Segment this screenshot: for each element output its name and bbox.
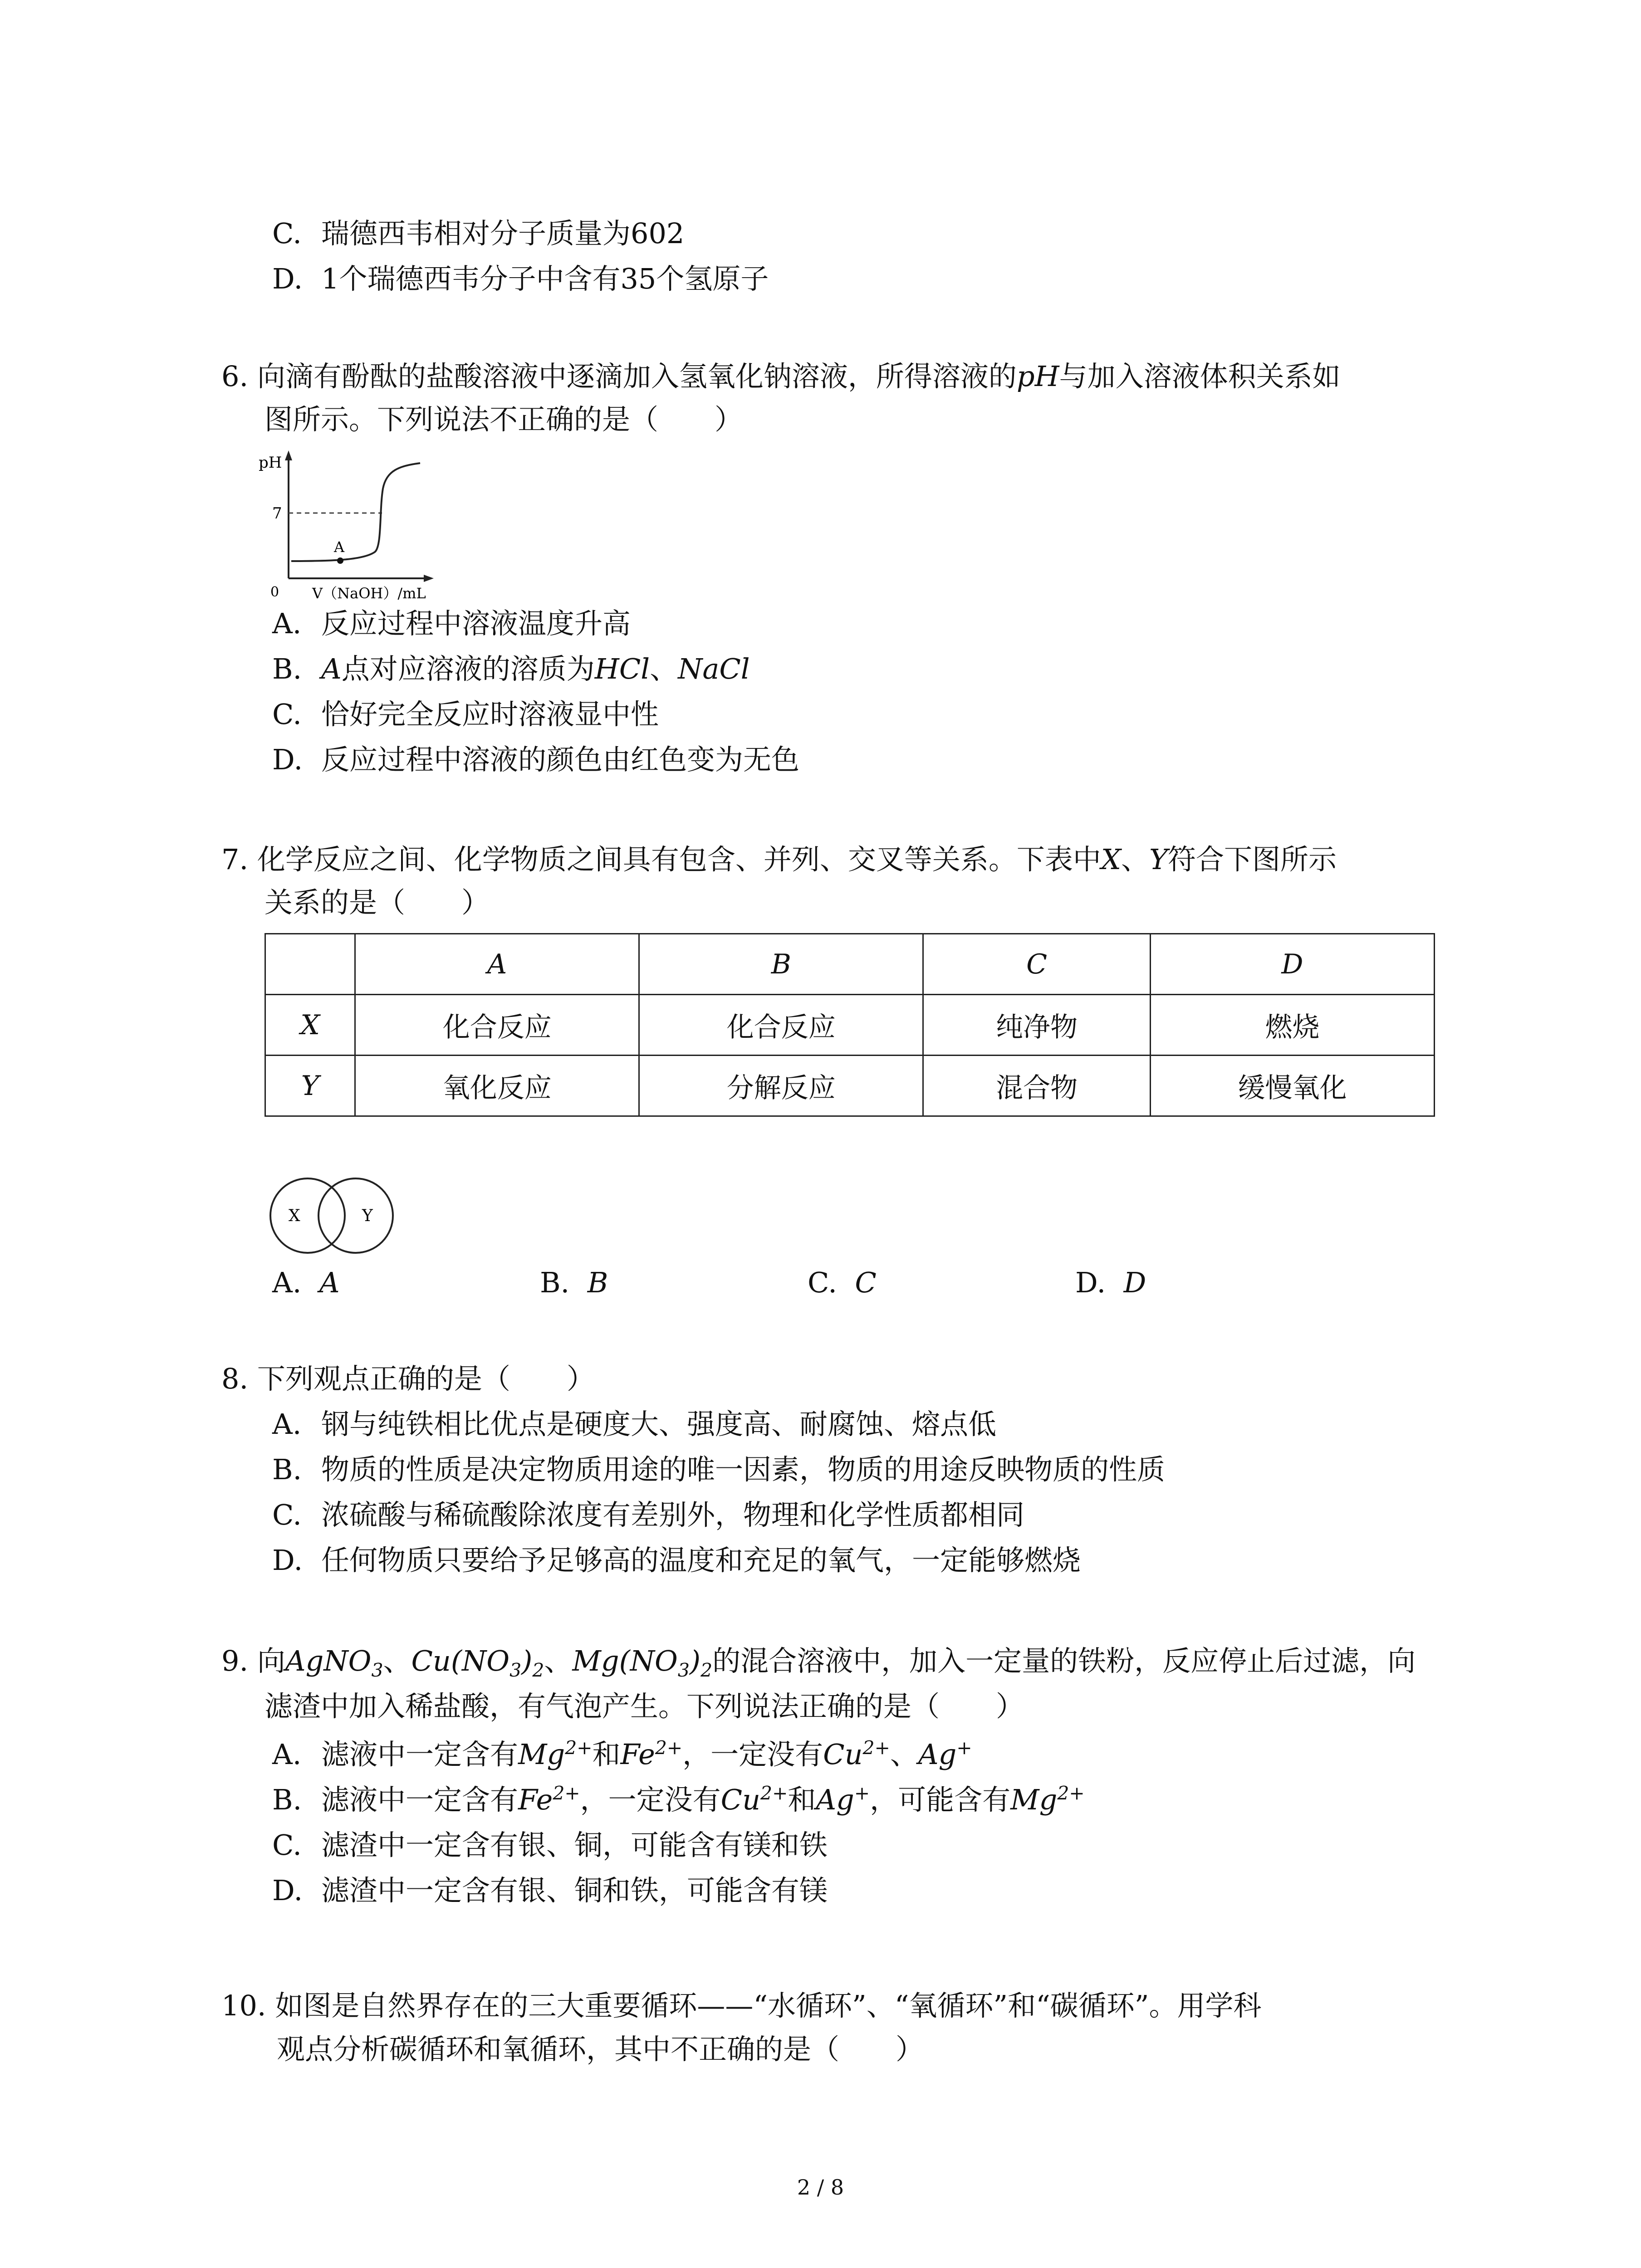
q8-option-d [272, 1542, 1081, 1579]
q8-option-a [272, 1406, 996, 1442]
q6-option-b [272, 651, 750, 687]
option-text: 滤渣中一定含有银、铜，可能含有镁和铁 [321, 1828, 828, 1862]
table-header-cell: B [639, 934, 923, 995]
option-label: C. [272, 1498, 302, 1531]
table-cell: 纯净物 [923, 995, 1151, 1056]
q10-stem-line1 [221, 1988, 1262, 2024]
option-text: 1个瑞德西韦分子中含有35个氢原子 [321, 262, 769, 295]
ion-fe2plus: $Fe^{2+}$ [620, 1737, 683, 1771]
q5-option-c [272, 215, 684, 252]
q7-relation-table [265, 933, 1435, 1117]
q7-choice-d [1075, 1265, 1146, 1301]
table-header-cell: D [1150, 934, 1434, 995]
q8-stem [221, 1361, 595, 1397]
option-text: ，一定没有 [580, 1783, 721, 1816]
table-cell: 分解反应 [639, 1056, 923, 1116]
option-text: 滤液中一定含有 [321, 1738, 519, 1771]
option-label: B. [272, 1783, 302, 1816]
ph-symbol: pH [1016, 360, 1059, 393]
ion-agplus: Ag+ [816, 1782, 870, 1816]
q10-stem-line2: 观点分析碳循环和氧循环，其中不正确的是（ ） [277, 2033, 924, 2066]
table-header-row [265, 934, 1435, 995]
option-label: A. [272, 1408, 302, 1441]
row-label: Y [265, 1056, 355, 1116]
titration-curve [291, 463, 420, 561]
option-label: C. [272, 217, 302, 250]
row-label: X [265, 995, 355, 1056]
choice-value: D [1123, 1266, 1146, 1299]
option-label: D. [272, 262, 303, 295]
origin-label: 0 [270, 584, 279, 600]
ph-titration-graph [254, 447, 440, 601]
option-text: ，一定没有 [682, 1738, 823, 1771]
choice-label: C. [808, 1266, 837, 1299]
question-number: 8. [221, 1362, 249, 1395]
table-cell: 化合反应 [639, 995, 923, 1056]
stem-text: 化学反应之间、化学物质之间具有包含、并列、交叉等关系。下表中 [257, 843, 1101, 876]
choice-label: D. [1075, 1266, 1106, 1299]
option-label: A. [272, 1738, 302, 1771]
option-text: 和 [592, 1738, 621, 1771]
y-tick-label: 7 [272, 504, 282, 523]
venn-circle-x [270, 1178, 345, 1253]
separator: 、 [650, 652, 678, 685]
q9-option-b [272, 1782, 1085, 1818]
stem-text: 下列观点正确的是（ ） [257, 1362, 595, 1395]
option-label: C. [272, 698, 302, 731]
question-number: 7. [221, 843, 249, 876]
ion-mg2plus: $Mg^{2+}$ [518, 1737, 593, 1771]
question-number: 10. [221, 1989, 266, 2022]
table-cell: 混合物 [923, 1056, 1151, 1116]
q5-option-d [272, 261, 769, 297]
formula-nacl: NaCl [678, 652, 750, 685]
table-header-cell: C [923, 934, 1151, 995]
option-text: 和 [788, 1783, 816, 1816]
q7-choice-b [540, 1265, 608, 1301]
question-number: 9. [221, 1644, 249, 1677]
formula-mgno32: $Mg(NO_3)_2$ [572, 1644, 713, 1681]
q6-stem-line1 [221, 358, 1341, 395]
formula-agno3: AgNO$_3$ [285, 1644, 383, 1681]
q8-option-c [272, 1497, 1024, 1533]
option-label: A. [272, 607, 302, 640]
formula-cuno32: $Cu(NO_3)_2$ [411, 1644, 544, 1681]
symbol-y: Y [1149, 843, 1168, 876]
option-label: D. [272, 743, 303, 776]
stem-text: 向 [257, 1644, 285, 1677]
table-cell: 化合反应 [355, 995, 639, 1056]
choice-value: B [587, 1266, 608, 1299]
option-text: 浓硫酸与稀硫酸除浓度有差别外，物理和化学性质都相同 [321, 1498, 1025, 1531]
option-text: 瑞德西韦相对分子质量为602 [321, 217, 685, 250]
q9-option-d [272, 1872, 828, 1909]
point-a-label: A [334, 538, 345, 556]
option-text: 任何物质只要给予足够高的温度和充足的氧气，一定能够燃烧 [321, 1544, 1081, 1577]
option-text: 反应过程中溶液温度升高 [321, 607, 631, 640]
x-axis-label: V（NaOH）/mL [312, 585, 426, 601]
q9-stem-line1: 9. 向AgNO$_3$、$Cu(NO_3)_2$、$Mg(NO_3)_2$的混合溶液中，加入一定量的铁粉，反应停止后过滤，向 [221, 1644, 1416, 1681]
option-label: D. [272, 1544, 303, 1577]
option-text: ，可能含有 [870, 1783, 1011, 1816]
q9-stem-line2: 滤渣中加入稀盐酸，有气泡产生。下列说法正确的是（ ） [265, 1690, 1024, 1723]
q6-stem-line2: 图所示。下列说法不正确的是（ ） [265, 403, 743, 436]
choice-value: A [319, 1266, 340, 1299]
y-axis-arrow [285, 450, 292, 460]
option-text: 反应过程中溶液的颜色由红色变为无色 [321, 743, 800, 776]
ion-cu2plus: $Cu^{2+}$ [720, 1782, 788, 1816]
separator: 、 [1121, 843, 1150, 876]
option-label: B. [272, 652, 302, 685]
q7-stem-line2: 关系的是（ ） [265, 886, 490, 919]
formula-hcl: HCl [594, 652, 650, 685]
ion-agplus: Ag+ [918, 1737, 972, 1771]
choice-value: C [855, 1266, 877, 1299]
stem-text: 的混合溶液中，加入一定量的铁粉，反应停止后过滤，向 [712, 1644, 1416, 1677]
point-symbol: A [321, 652, 342, 685]
option-label: D. [272, 1874, 303, 1907]
page-number: 2 / 8 [797, 2175, 844, 2200]
q7-stem-line1 [221, 841, 1337, 878]
q9-option-c [272, 1827, 828, 1863]
table-cell: 氧化反应 [355, 1056, 639, 1116]
y-axis-label: pH [259, 454, 282, 472]
q7-choice-c [808, 1265, 877, 1301]
choice-label: A. [272, 1266, 302, 1299]
ion-mg2plus: $Mg^{2+}$ [1010, 1782, 1085, 1816]
table-header-cell: A [355, 934, 639, 995]
q9-option-a [272, 1736, 972, 1773]
option-text: 滤液中一定含有 [321, 1783, 519, 1816]
q6-option-c [272, 696, 659, 733]
option-label: B. [272, 1453, 302, 1486]
stem-text: 符合下图所示 [1167, 843, 1337, 876]
table-cell [265, 934, 355, 995]
point-a-marker [337, 557, 343, 564]
question-number: 6. [221, 360, 249, 393]
option-text: 滤渣中一定含有银、铜和铁，可能含有镁 [321, 1874, 828, 1907]
q7-choice-a [272, 1265, 340, 1301]
stem-text: 与加入溶液体积关系如 [1059, 360, 1341, 393]
q8-option-b [272, 1452, 1165, 1488]
venn-circle-y [318, 1178, 393, 1253]
table-row [265, 1056, 1435, 1116]
option-text: 恰好完全反应时溶液显中性 [321, 698, 659, 731]
q6-option-a [272, 606, 631, 642]
table-cell: 缓慢氧化 [1150, 1056, 1434, 1116]
ion-fe2plus: $Fe^{2+}$ [518, 1782, 580, 1816]
option-text: 物质的性质是决定物质用途的唯一因素，物质的用途反映物质的性质 [321, 1453, 1166, 1486]
option-text: 钢与纯铁相比优点是硬度大、强度高、耐腐蚀、熔点低 [321, 1408, 997, 1441]
option-label: C. [272, 1828, 302, 1862]
choice-label: B. [540, 1266, 570, 1299]
stem-text: 向滴有酚酞的盐酸溶液中逐滴加入氢氧化钠溶液，所得溶液的 [257, 360, 1017, 393]
ion-cu2plus: $Cu^{2+}$ [823, 1737, 890, 1771]
option-text: 、 [890, 1738, 918, 1771]
q6-option-d [272, 742, 799, 778]
table-cell: 燃烧 [1150, 995, 1434, 1056]
option-text: 点对应溶液的溶质为 [341, 652, 595, 685]
x-axis-arrow [424, 575, 434, 582]
table-row [265, 995, 1435, 1056]
venn-diagram [263, 1175, 408, 1256]
stem-text: 如图是自然界存在的三大重要循环——“水循环”、“氧循环”和“碳循环”。用学科 [275, 1989, 1262, 2022]
symbol-x: X [1101, 843, 1122, 876]
venn-label-x: X [289, 1207, 300, 1225]
venn-label-y: Y [362, 1207, 373, 1225]
